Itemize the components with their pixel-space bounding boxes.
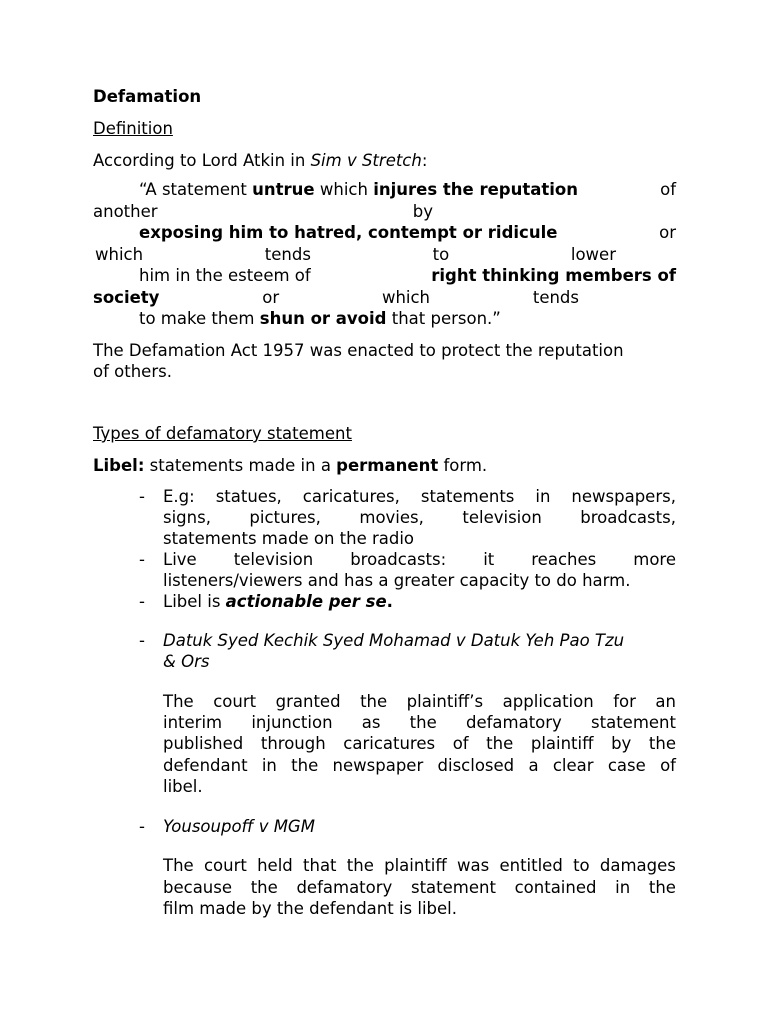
- case-1-paragraph-line-4: defendant in the newspaper disclosed a clear case of: [163, 756, 676, 775]
- bullet-dash: -: [139, 487, 145, 506]
- bullet-1-line-3: statements made on the radio: [163, 529, 415, 548]
- case-1-title-line-1: Datuk Syed Kechik Syed Mohamad v Datuk Yeh Pao Tzu: [163, 631, 625, 650]
- bullet-2-line-1: Live television broadcasts: it reaches more: [163, 550, 676, 569]
- libel-definition: Libel: statements made in a permanent form.: [93, 456, 488, 475]
- bullet-dash: -: [139, 550, 145, 569]
- bullet-dash: -: [139, 592, 145, 611]
- bullet-1-line-2: signs, pictures, movies, television broadcasts,: [163, 508, 676, 527]
- intro-line: [93, 151, 427, 171]
- quote-word: or: [659, 223, 676, 242]
- case-2-paragraph-line-3: film made by the defendant is libel.: [163, 899, 458, 918]
- bullet-2-line-2: listeners/viewers and has a greater capacity to do harm.: [163, 571, 631, 590]
- bullet-1-line-1: E.g: statues, caricatures, statements in newspapers,: [163, 487, 676, 506]
- types-heading: Types of defamatory statement: [93, 424, 352, 443]
- quote-word: another: [93, 202, 158, 221]
- case-2-paragraph-line-1: The court held that the plaintiff was entitled to damages: [163, 856, 676, 875]
- intro-text: According to Lord Atkin in: [93, 151, 311, 170]
- quote-line-4: which tends to lower: [95, 245, 616, 264]
- quote-text: exposing him to hatred, contempt or ridicule: [139, 223, 558, 242]
- definition-label: Definition: [93, 119, 173, 138]
- case-1-paragraph-line-3: published through caricatures of the plaintiff by the: [163, 734, 676, 753]
- act-paragraph-line-1: The Defamation Act 1957 was enacted to protect the reputation: [93, 341, 624, 360]
- act-paragraph-line-2: of others.: [93, 362, 172, 381]
- case-name-sim-v-stretch: Sim v Stretch: [310, 151, 422, 170]
- case-1-paragraph-line-5: libel.: [163, 777, 203, 796]
- quote-line-2: [93, 202, 433, 222]
- case-2-paragraph-line-2: because the defamatory statement contained in the: [163, 878, 676, 897]
- bullet-dash: -: [139, 631, 145, 650]
- quote-line-5: him in the esteem of right thinking members of: [139, 266, 676, 285]
- case-1-paragraph-line-1: The court granted the plaintiff’s application for an: [163, 692, 676, 711]
- page-title: Defamation: [93, 87, 202, 106]
- quote-word: by: [412, 202, 433, 221]
- quote-line-3: [139, 223, 676, 243]
- intro-colon: :: [421, 151, 428, 170]
- quote-line-7: to make them shun or avoid that person.”: [139, 309, 501, 328]
- case-1-title-line-2: & Ors: [163, 652, 210, 671]
- quote-line-6: society or which tends: [93, 288, 579, 307]
- case-1-paragraph-line-2: interim injunction as the defamatory statement: [163, 713, 676, 732]
- bullet-3: Libel is actionable per se.: [163, 592, 393, 611]
- bullet-dash: -: [139, 817, 145, 836]
- case-2-title: Yousoupoff v MGM: [163, 817, 315, 836]
- quote-line-1: [139, 180, 676, 200]
- quote-word: of: [660, 180, 676, 199]
- quote-text: “A statement untrue which injures the reputation: [139, 180, 578, 199]
